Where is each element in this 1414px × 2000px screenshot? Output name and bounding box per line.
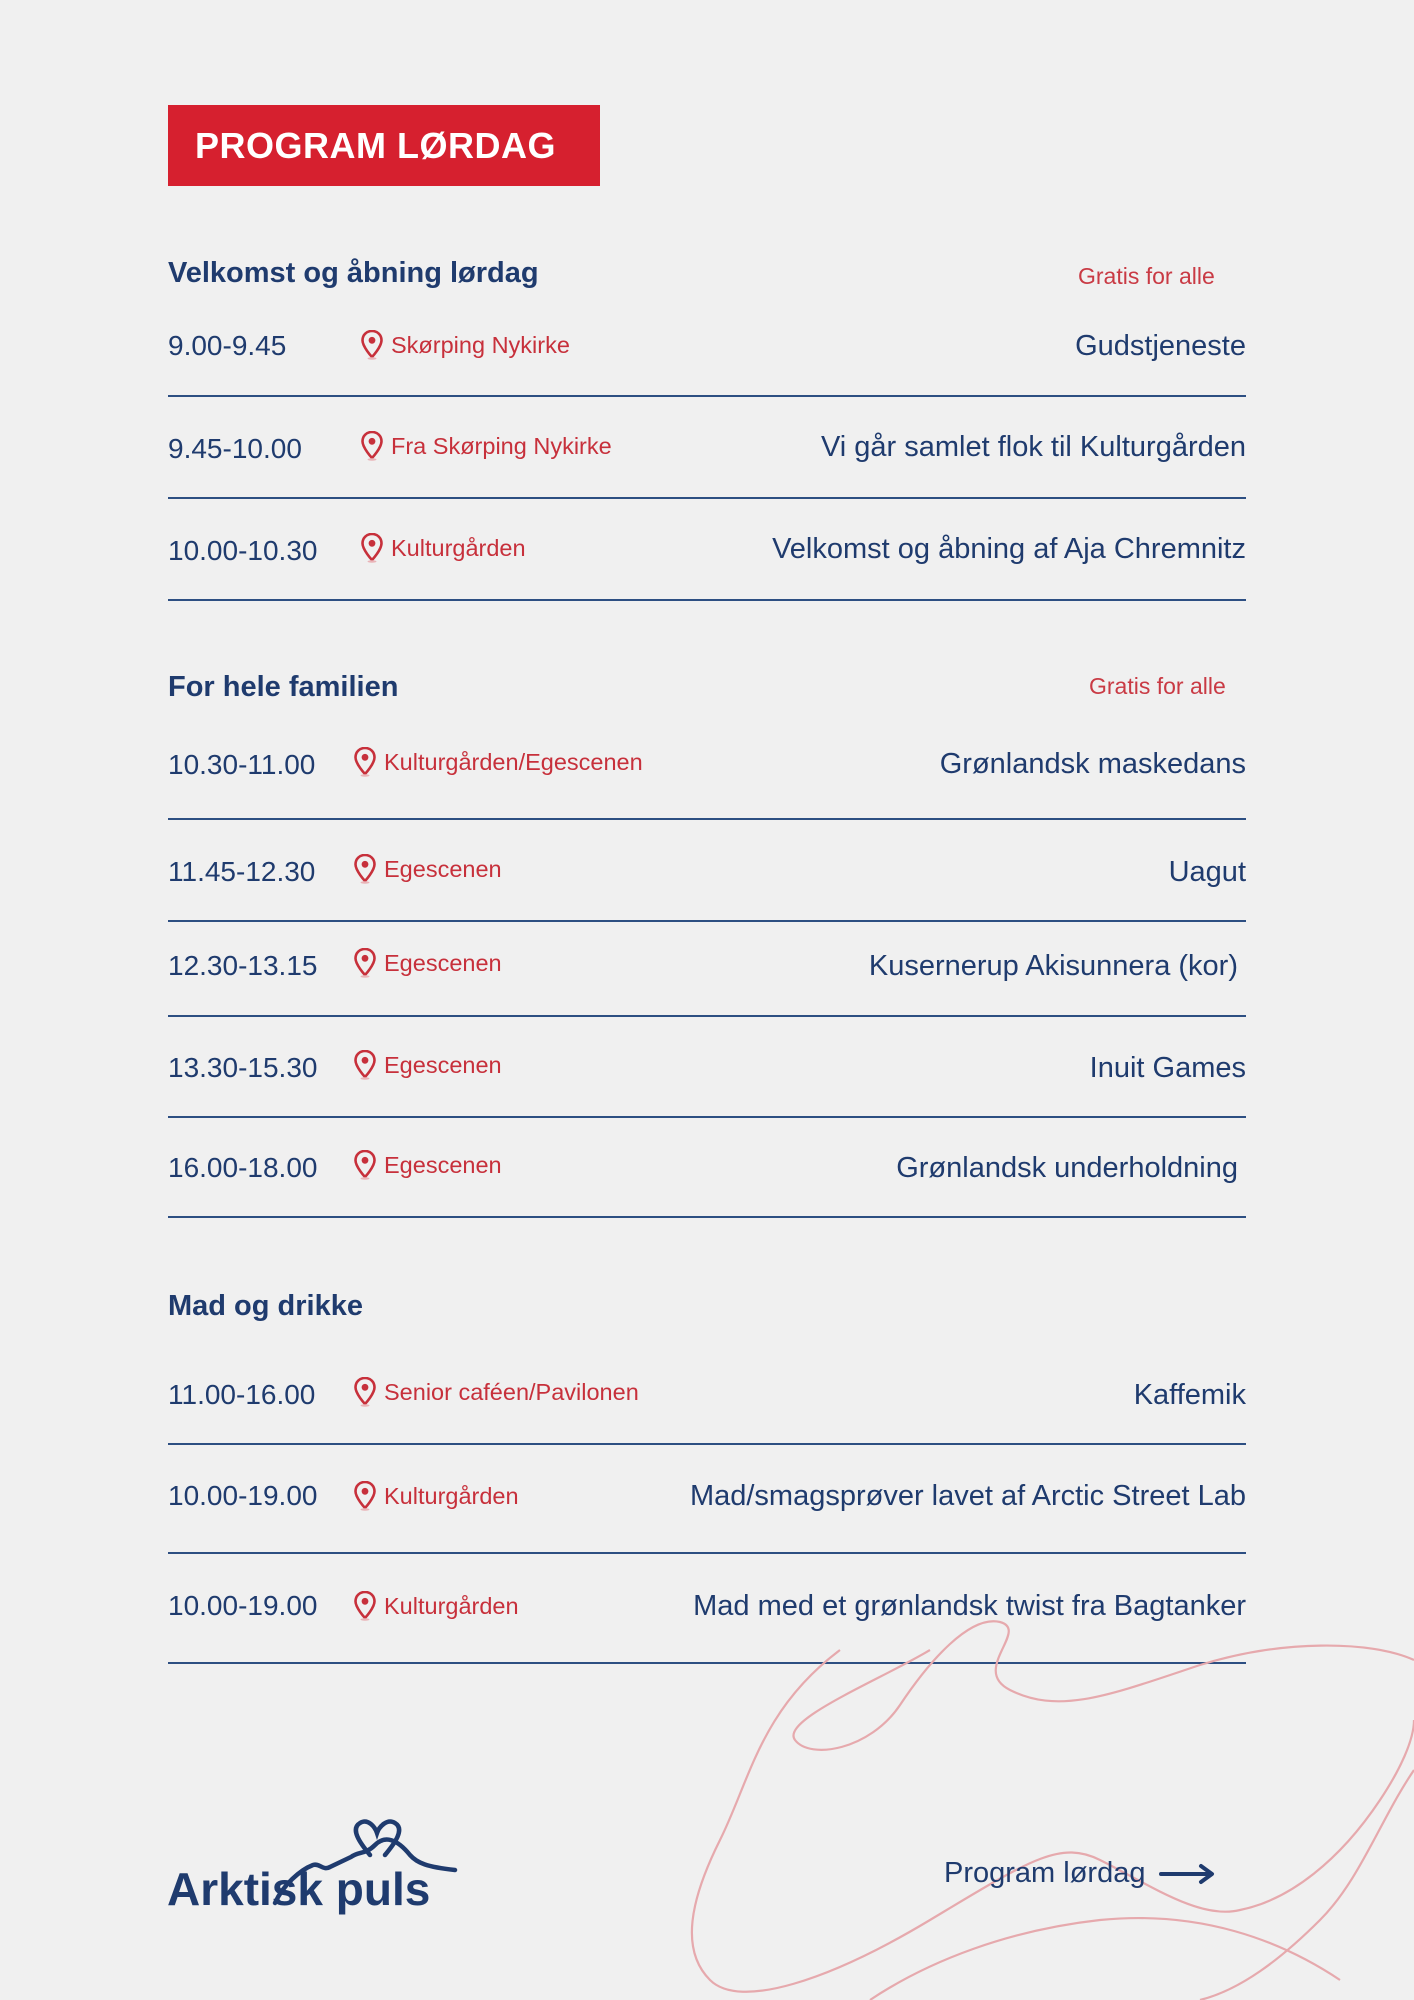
- row-time: 11.45-12.30: [168, 856, 316, 887]
- row-location: Senior caféen/Pavilonen: [354, 1377, 639, 1407]
- map-pin-icon: [354, 948, 376, 978]
- map-pin-icon: [354, 1050, 376, 1080]
- price-note: Gratis for alle: [1078, 263, 1215, 289]
- svg-text:Arktisk puls: Arktisk puls: [167, 1863, 431, 1915]
- map-pin-icon: [354, 1150, 376, 1180]
- arrow-right-icon: [1159, 1863, 1217, 1885]
- program-row: [168, 1345, 1246, 1445]
- program-row: [168, 397, 1246, 499]
- program-row: [168, 300, 1246, 397]
- row-time: 12.30-13.15: [168, 950, 318, 981]
- program-row: [168, 1017, 1246, 1118]
- row-location: Kulturgården/Egescenen: [354, 747, 643, 777]
- map-pin-icon: [354, 1591, 376, 1621]
- row-event: Inuit Games: [1089, 1052, 1246, 1084]
- row-location: Kulturgården: [354, 1481, 519, 1511]
- row-time: 10.00-19.00: [168, 1480, 318, 1511]
- row-time: 16.00-18.00: [168, 1152, 318, 1183]
- next-page-link[interactable]: [944, 1857, 1217, 1890]
- row-time: 10.00-10.30: [168, 535, 318, 566]
- row-time: 10.30-11.00: [168, 749, 316, 780]
- row-time: 9.45-10.00: [168, 433, 302, 464]
- map-pin-icon: [354, 854, 376, 884]
- row-event: Mad/smagsprøver lavet af Arctic Street Lab: [689, 1480, 1246, 1512]
- price-note: Gratis for alle: [1089, 673, 1226, 699]
- row-event: Vi går samlet flok til Kulturgården: [820, 431, 1246, 463]
- row-event: Uagut: [1168, 856, 1246, 888]
- row-location: Egescenen: [354, 1050, 502, 1080]
- map-pin-icon: [354, 1481, 376, 1511]
- map-pin-icon: [354, 747, 376, 777]
- map-pin-icon: [361, 431, 383, 461]
- page-title-banner: [168, 105, 600, 186]
- row-location: Kulturgården: [361, 533, 526, 563]
- row-event: Velkomst og åbning af Aja Chremnitz: [772, 533, 1246, 565]
- row-time: 9.00-9.45: [168, 330, 287, 361]
- row-event: Mad med et grønlandsk twist fra Bagtanker: [693, 1590, 1246, 1622]
- row-time: 10.00-19.00: [168, 1590, 318, 1621]
- section-title: Velkomst og åbning lørdag: [168, 257, 539, 289]
- program-row: [168, 922, 1246, 1017]
- map-pin-icon: [354, 1377, 376, 1407]
- program-row: [168, 1118, 1246, 1218]
- program-row: [168, 499, 1246, 601]
- row-location: Egescenen: [354, 854, 502, 884]
- map-pin-icon: [361, 533, 383, 563]
- row-event: Kusernerup Akisunnera (kor): [868, 950, 1238, 982]
- section-title: For hele familien: [168, 671, 399, 703]
- row-event: Grønlandsk underholdning: [896, 1152, 1238, 1184]
- row-time: 13.30-15.30: [168, 1052, 318, 1083]
- decorative-curves: [680, 1620, 1414, 2000]
- row-location: Egescenen: [354, 948, 502, 978]
- page-title: PROGRAM LØRDAG: [195, 124, 556, 166]
- row-location: Egescenen: [354, 1150, 502, 1180]
- row-time: 11.00-16.00: [168, 1379, 316, 1410]
- section-title: Mad og drikke: [168, 1290, 363, 1322]
- map-pin-icon: [361, 330, 383, 360]
- program-row: [168, 1445, 1246, 1554]
- row-location: Skørping Nykirke: [361, 330, 570, 360]
- next-page-label: Program lørdag: [944, 1857, 1146, 1889]
- program-row: [168, 820, 1246, 922]
- row-location: Kulturgården: [354, 1591, 519, 1621]
- row-event: Kaffemik: [1133, 1379, 1246, 1411]
- row-event: Grønlandsk maskedans: [939, 748, 1246, 780]
- arktisk-puls-logo: [165, 1815, 465, 1935]
- row-location: Fra Skørping Nykirke: [361, 431, 612, 461]
- row-event: Gudstjeneste: [1075, 330, 1246, 362]
- program-row: [168, 710, 1246, 820]
